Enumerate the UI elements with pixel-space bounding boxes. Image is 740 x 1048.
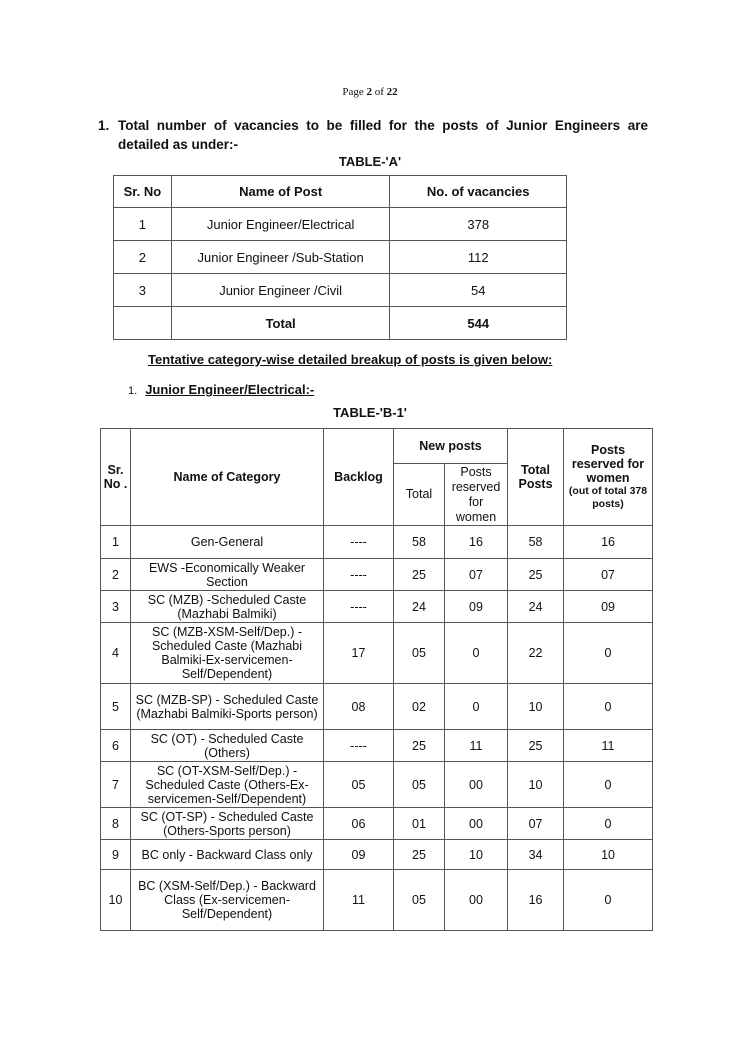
cell-new-women: 09 (445, 591, 508, 623)
total-value: 544 (390, 307, 567, 340)
header-new-posts: New posts (394, 429, 508, 464)
cell-backlog: 11 (324, 870, 394, 931)
table-row (101, 526, 653, 559)
cell-women-reserved: 0 (564, 623, 653, 684)
cell-vacancies: 378 (390, 208, 567, 241)
cell-new-women: 00 (445, 808, 508, 840)
cell-women-reserved: 09 (564, 591, 653, 623)
cell-sr-no: 1 (114, 208, 172, 241)
cell-new-total: 25 (394, 559, 445, 591)
cell-new-total: 01 (394, 808, 445, 840)
cell-category: SC (OT-XSM-Self/Dep.) - Scheduled Caste (Others-Ex-servicemen-Self/Dependent) (131, 762, 324, 808)
cell-new-total: 02 (394, 684, 445, 730)
cell-sr-no: 6 (101, 730, 131, 762)
cell-women-reserved: 07 (564, 559, 653, 591)
header-category: Name of Category (131, 429, 324, 526)
table-total-row (114, 307, 567, 340)
table-row (101, 559, 653, 591)
cell-sr-no: 1 (101, 526, 131, 559)
cell-category: SC (MZB-SP) - Scheduled Caste (Mazhabi Balmiki-Sports person) (131, 684, 324, 730)
cell-post: Junior Engineer/Electrical (171, 208, 390, 241)
cell-total-posts: 07 (508, 808, 564, 840)
header-total-posts: Total Posts (508, 429, 564, 526)
table-header-row (114, 176, 567, 208)
cell-total-posts: 16 (508, 870, 564, 931)
cell-new-women: 11 (445, 730, 508, 762)
cell-total-posts: 10 (508, 684, 564, 730)
vacancies-table (113, 175, 567, 340)
cell-new-total: 25 (394, 840, 445, 870)
table-row (101, 623, 653, 684)
cell-category: BC only - Backward Class only (131, 840, 324, 870)
cell-category: SC (OT-SP) - Scheduled Caste (Others-Sports person) (131, 808, 324, 840)
table-row (114, 274, 567, 307)
table-row (114, 208, 567, 241)
table-row (101, 684, 653, 730)
cell-new-women: 16 (445, 526, 508, 559)
header-sr-no: Sr. No . (101, 429, 131, 526)
cell-backlog: 17 (324, 623, 394, 684)
table-a-title: TABLE-'A' (338, 154, 402, 169)
cell-new-women: 10 (445, 840, 508, 870)
cell-sr-no: 2 (101, 559, 131, 591)
page-number: Page 2 of 22 (342, 86, 398, 98)
section-number: 1. (98, 118, 110, 133)
cell-new-total: 05 (394, 870, 445, 931)
cell-new-women: 0 (445, 623, 508, 684)
cell-backlog: ---- (324, 559, 394, 591)
section-vacancies-intro (98, 116, 648, 154)
cell-total-posts: 58 (508, 526, 564, 559)
cell-new-total: 05 (394, 623, 445, 684)
cell-category: BC (XSM-Self/Dep.) - Backward Class (Ex-servicemen-Self/Dependent) (131, 870, 324, 931)
header-new-women: Posts reserved for women (445, 464, 508, 526)
cell-new-total: 25 (394, 730, 445, 762)
cell-sr-no: 8 (101, 808, 131, 840)
header-name-of-post: Name of Post (171, 176, 390, 208)
table-row (101, 591, 653, 623)
cell-sr-no: 2 (114, 241, 172, 274)
cell-backlog: 06 (324, 808, 394, 840)
cell-total-posts: 10 (508, 762, 564, 808)
cell-backlog: 09 (324, 840, 394, 870)
cell-women-reserved: 10 (564, 840, 653, 870)
cell-sr-no: 5 (101, 684, 131, 730)
cell-sr-no: 3 (101, 591, 131, 623)
cell-women-reserved: 0 (564, 684, 653, 730)
subsection-heading (128, 382, 314, 397)
cell-backlog: 05 (324, 762, 394, 808)
cell-category: Gen-General (131, 526, 324, 559)
cell-backlog: ---- (324, 591, 394, 623)
cell-total-posts: 25 (508, 559, 564, 591)
cell-sr-no: 10 (101, 870, 131, 931)
cell-sr-no: 3 (114, 274, 172, 307)
cell-new-total: 24 (394, 591, 445, 623)
cell-sr-no: 4 (101, 623, 131, 684)
cell-new-women: 00 (445, 870, 508, 931)
cell-backlog: ---- (324, 730, 394, 762)
header-backlog: Backlog (324, 429, 394, 526)
cell-post: Junior Engineer /Civil (171, 274, 390, 307)
cell-backlog: 08 (324, 684, 394, 730)
cell-women-reserved: 0 (564, 870, 653, 931)
cell-vacancies: 112 (390, 241, 567, 274)
cell-women-reserved: 11 (564, 730, 653, 762)
category-breakup-table (100, 428, 653, 931)
cell-new-total: 58 (394, 526, 445, 559)
cell-women-reserved: 16 (564, 526, 653, 559)
cell-sr-no: 7 (101, 762, 131, 808)
cell-category: SC (OT) - Scheduled Caste (Others) (131, 730, 324, 762)
table-row (101, 840, 653, 870)
total-label: Total (171, 307, 390, 340)
header-women-reserved (564, 429, 653, 526)
cell-new-women: 00 (445, 762, 508, 808)
table-b-title: TABLE-'B-1' (333, 405, 407, 420)
cell-category: SC (MZB-XSM-Self/Dep.) - Scheduled Caste (Mazhabi Balmiki-Ex-servicemen-Self/Dependent) (131, 623, 324, 684)
cell-new-women: 07 (445, 559, 508, 591)
table-row (101, 870, 653, 931)
table-row (101, 808, 653, 840)
cell-total-posts: 24 (508, 591, 564, 623)
table-header-row (101, 429, 653, 464)
table-row (101, 762, 653, 808)
cell-women-reserved: 0 (564, 762, 653, 808)
cell-post: Junior Engineer /Sub-Station (171, 241, 390, 274)
header-women-note: (out of total 378 posts) (568, 485, 648, 510)
cell-category: EWS -Economically Weaker Section (131, 559, 324, 591)
cell-women-reserved: 0 (564, 808, 653, 840)
cell-total-posts: 25 (508, 730, 564, 762)
cell-empty (114, 307, 172, 340)
breakup-heading: Tentative category-wise detailed breakup of posts is given below: (148, 352, 553, 367)
subsection-number: 1. (128, 385, 138, 397)
cell-new-women: 0 (445, 684, 508, 730)
table-row (114, 241, 567, 274)
cell-vacancies: 54 (390, 274, 567, 307)
header-women-reserved-label: Posts reserved for women (571, 443, 645, 485)
cell-category: SC (MZB) -Scheduled Caste (Mazhabi Balmiki) (131, 591, 324, 623)
cell-total-posts: 22 (508, 623, 564, 684)
cell-total-posts: 34 (508, 840, 564, 870)
subsection-title: Junior Engineer/Electrical:- (145, 382, 315, 397)
table-row (101, 730, 653, 762)
section-text: Total number of vacancies to be filled for the posts of Junior Engineers are detailed as under:- (118, 118, 648, 152)
header-no-of-vacancies: No. of vacancies (390, 176, 567, 208)
cell-new-total: 05 (394, 762, 445, 808)
cell-backlog: ---- (324, 526, 394, 559)
header-new-total: Total (394, 464, 445, 526)
cell-sr-no: 9 (101, 840, 131, 870)
header-sr-no: Sr. No (114, 176, 172, 208)
